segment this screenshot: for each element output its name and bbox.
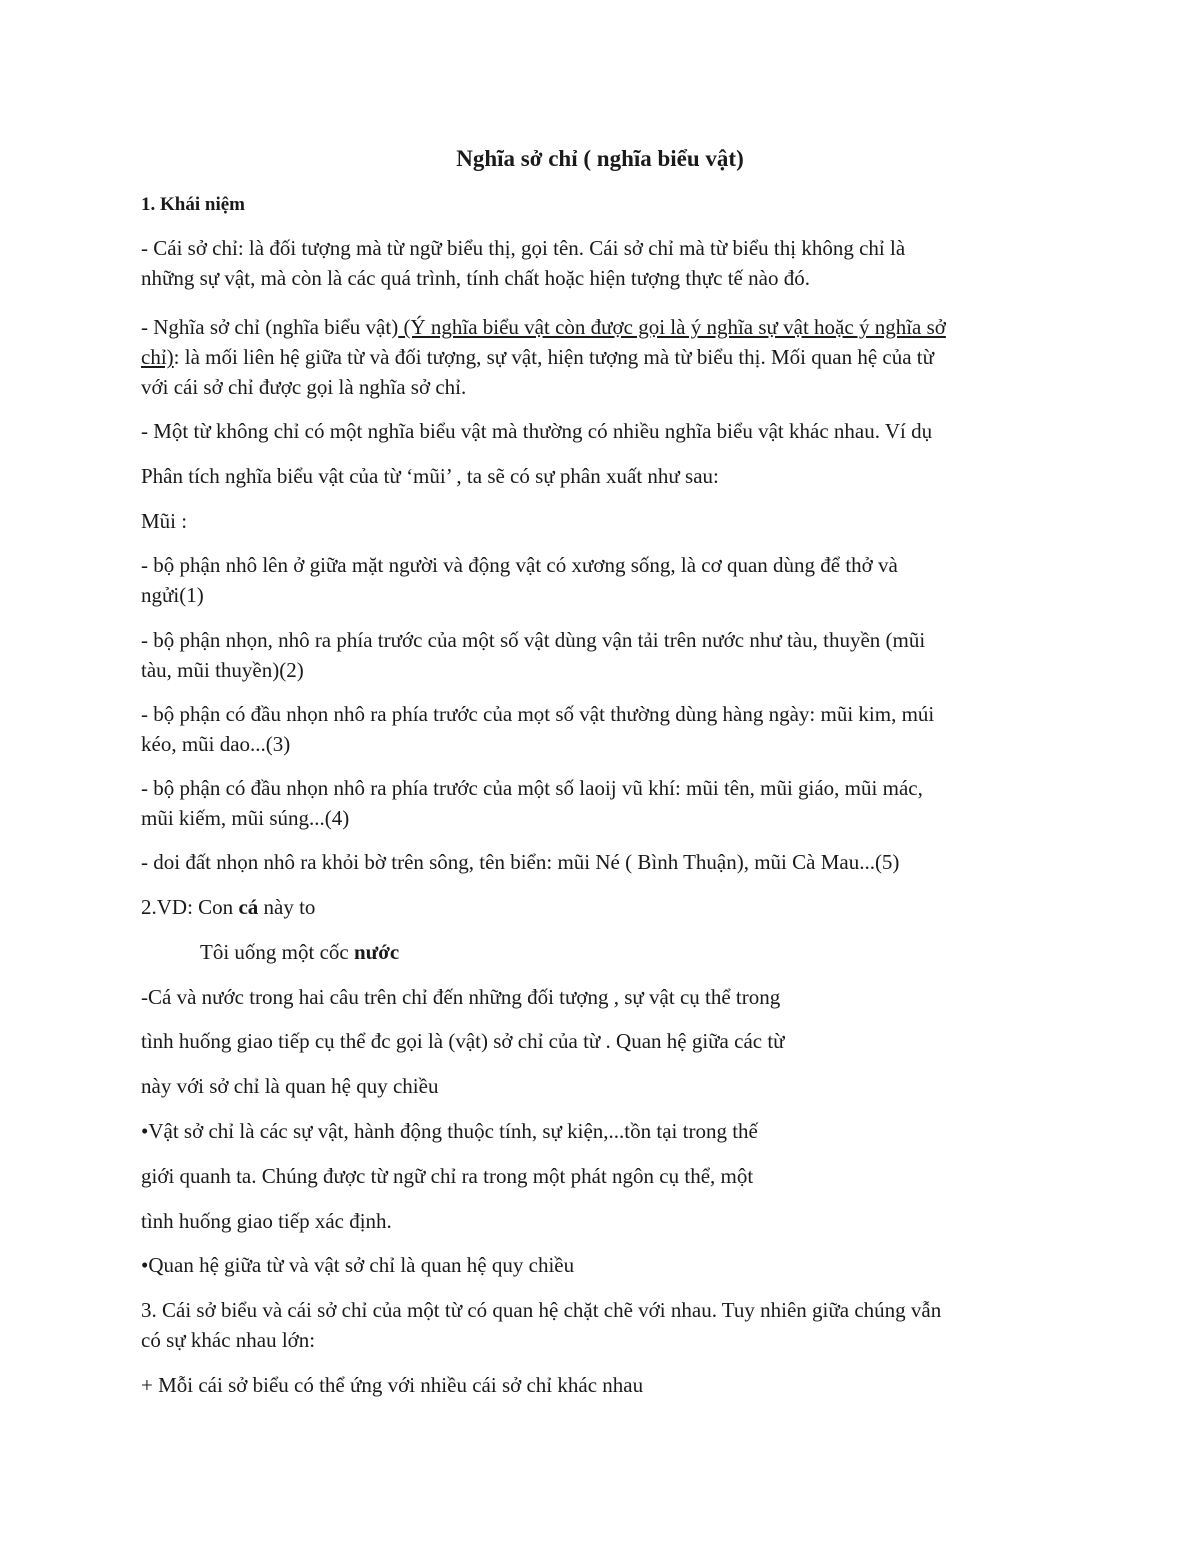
meaning-item: - bộ phận có đầu nhọn nhô ra phía trước của một số laoij vũ khí: mũi tên, mũi giáo, mũi mác,: [141, 776, 923, 800]
bullet-line: [141, 1116, 758, 1146]
page-title: Nghĩa sở chỉ ( nghĩa biểu vật): [456, 146, 744, 171]
example-line: [200, 937, 399, 967]
meaning-item: - bộ phận nhọn, nhô ra phía trước của một số vật dùng vận tải trên nước như tàu, thuyền (mũi: [141, 628, 926, 652]
underlined-note: chỉ): [141, 345, 174, 369]
paragraph-line: [141, 312, 946, 342]
text-segment: Vật sở chỉ là các sự vật, hành động thuộc tính, sự kiện,...tồn tại trong thế: [148, 1119, 758, 1143]
meaning-item: ngửi(1): [141, 583, 204, 607]
bold-word: nước: [353, 940, 400, 964]
paragraph-line: giới quanh ta. Chúng được từ ngữ chỉ ra trong một phát ngôn cụ thể, một: [141, 1164, 754, 1188]
meaning-item: - bộ phận có đầu nhọn nhô ra phía trước của mọt số vật thường dùng hàng ngày: mũi kim, múi: [141, 702, 935, 726]
paragraph-line: - Cái sở chỉ: là đối tượng mà từ ngữ biểu thị, gọi tên. Cái sở chỉ mà từ biểu thị không chỉ là: [141, 236, 906, 260]
paragraph-line: này với sở chỉ là quan hệ quy chiều: [141, 1074, 439, 1098]
paragraph-line: với cái sở chỉ được gọi là nghĩa sở chỉ.: [141, 375, 467, 399]
paragraph-line: có sự khác nhau lớn:: [141, 1328, 316, 1352]
meaning-item: tàu, mũi thuyền)(2): [141, 658, 304, 682]
text-segment: 2.VD: Con: [141, 895, 239, 919]
underlined-note: (Ý nghĩa biểu vật còn được gọi là ý nghĩa sự vật hoặc ý nghĩa sở: [398, 315, 946, 339]
paragraph-line: - Một từ không chỉ có một nghĩa biểu vật mà thường có nhiều nghĩa biểu vật khác nhau. Ví dụ: [141, 419, 933, 443]
paragraph-line: Mũi :: [141, 509, 188, 533]
bullet-line: [141, 1250, 574, 1280]
paragraph-line: Phân tích nghĩa biểu vật của từ ‘mũi’ , ta sẽ có sự phân xuất như sau:: [141, 464, 719, 488]
section-heading-concept: 1. Khái niệm: [141, 194, 245, 215]
meaning-item: - doi đất nhọn nhô ra khỏi bờ trên sông, tên biển: mũi Né ( Bình Thuận), mũi Cà Mau...(5): [141, 850, 900, 874]
example-line: [141, 892, 315, 922]
paragraph-line: + Mỗi cái sở biểu có thể ứng với nhiều cái sở chỉ khác nhau: [141, 1373, 644, 1397]
paragraph-line: tình huống giao tiếp xác định.: [141, 1209, 392, 1233]
paragraph-line: 3. Cái sở biểu và cái sở chỉ của một từ có quan hệ chặt chẽ với nhau. Tuy nhiên giữa chúng vẫn: [141, 1298, 942, 1322]
paragraph-line: tình huống giao tiếp cụ thể đc gọi là (vật) sở chỉ của từ . Quan hệ giữa các từ: [141, 1029, 785, 1053]
text-segment: Quan hệ giữa từ và vật sở chỉ là quan hệ quy chiều: [148, 1253, 575, 1277]
bullet-icon: •: [141, 1119, 149, 1143]
meaning-item: mũi kiếm, mũi súng...(4): [141, 806, 350, 830]
paragraph-line: [141, 342, 934, 372]
paragraph-line: những sự vật, mà còn là các quá trình, tính chất hoặc hiện tượng thực tế nào đó.: [141, 266, 810, 290]
meaning-item: kéo, mũi dao...(3): [141, 732, 291, 756]
text-segment: này to: [258, 895, 316, 919]
text-segment: : là mối liên hệ giữa từ và đối tượng, sự vật, hiện tượng mà từ biểu thị. Mối quan hệ của từ: [173, 345, 934, 369]
text-segment: - Nghĩa sở chỉ (nghĩa biểu vật): [141, 315, 399, 339]
paragraph-line: -Cá và nước trong hai câu trên chỉ đến những đối tượng , sự vật cụ thể trong: [141, 985, 781, 1009]
bullet-icon: •: [141, 1253, 149, 1277]
bold-word: cá: [238, 895, 259, 919]
meaning-item: - bộ phận nhô lên ở giữa mặt người và động vật có xương sống, là cơ quan dùng để thở và: [141, 553, 898, 577]
text-segment: Tôi uống một cốc: [200, 940, 354, 964]
